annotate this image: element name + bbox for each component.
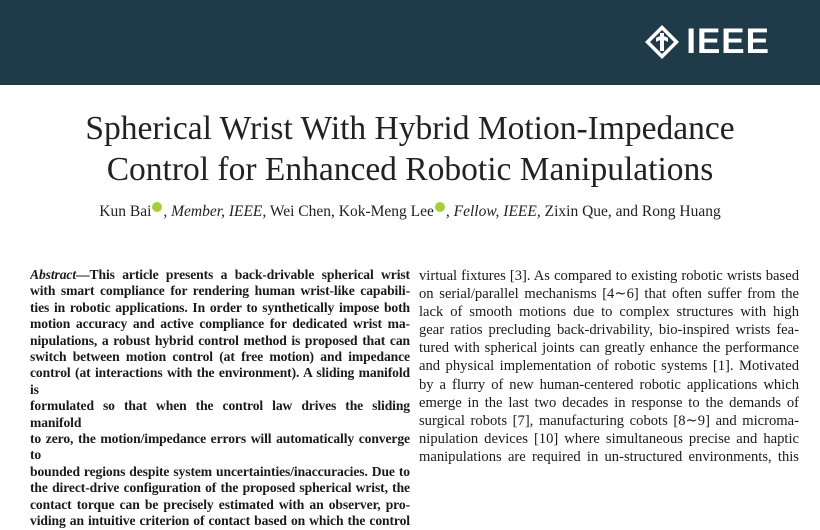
author-role: , Fellow, IEEE, bbox=[445, 203, 541, 220]
header-banner bbox=[0, 0, 820, 85]
author-name: Zixin Que, and Rong Huang bbox=[540, 203, 721, 220]
abstract-line: nipulations, a robust hybrid control method is proposed that can bbox=[30, 332, 410, 348]
body-line: nipulation devices [10] where simultaneous precise and haptic bbox=[419, 430, 799, 447]
abstract-line: contact torque can be precisely estimated with an observer, pro- bbox=[30, 496, 410, 512]
body-line: lack of smooth motions due to complex structures with high bbox=[419, 304, 799, 321]
abstract-line: switch between motion control (at free motion) and impedance bbox=[30, 349, 410, 365]
body-line: emerge in the last two decades in response to the demands of bbox=[419, 394, 799, 411]
body-line: and physical implementation of robotic systems [1]. Motivated bbox=[419, 358, 799, 375]
abstract-line: motion accuracy and active compliance for dedicated wrist ma- bbox=[30, 316, 410, 332]
title-line-2: Control for Enhanced Robotic Manipulations bbox=[106, 151, 714, 188]
abstract-line: viding an intuitive criterion of contact based on which the control bbox=[30, 513, 410, 529]
body-line: manipulations are required in un-structured environments, this bbox=[419, 448, 799, 465]
body-line: virtual fixtures [3]. As compared to existing robotic wrists based bbox=[419, 268, 799, 284]
orcid-icon[interactable] bbox=[435, 202, 445, 212]
abstract-label: Abstract bbox=[30, 267, 77, 282]
body-line: surgical robots [7], manufacturing cobots [8∼9] and microma- bbox=[419, 412, 799, 429]
abstract-line: control (at interactions with the environment). A sliding manifold is bbox=[30, 365, 410, 397]
body-line: by a flurry of new human-centered robotic applications which bbox=[419, 376, 799, 393]
body-line: on serial/parallel mechanisms [4∼6] that often suffer from the bbox=[419, 286, 799, 303]
abstract-line: formulated so that when the control law drives the sliding manifold bbox=[30, 398, 410, 430]
ieee-diamond-logo-icon bbox=[644, 24, 680, 60]
author-name: Kun Bai bbox=[99, 203, 152, 220]
abstract-line: Abstract—This article presents a back-drivable spherical wrist bbox=[30, 267, 410, 282]
abstract-line: to zero, the motion/impedance errors will automatically converge to bbox=[30, 431, 410, 463]
abstract-line: the direct-drive configuration of the proposed spherical wrist, the bbox=[30, 480, 410, 496]
body-line: tured with spherical joints can greatly enhance the performance bbox=[419, 340, 799, 357]
paper-title bbox=[0, 108, 820, 190]
abstract-column bbox=[30, 267, 410, 530]
body-column bbox=[419, 267, 799, 466]
logo-text: IEEE bbox=[686, 22, 770, 61]
abstract-line: bounded regions despite system uncertainties/inaccuracies. Due to bbox=[30, 463, 410, 479]
abstract-line: with smart compliance for rendering human wrist-like capabili- bbox=[30, 283, 410, 299]
ieee-logo bbox=[644, 22, 770, 62]
body-line: gear ratios precluding back-drivability, bio-inspired wrists fea- bbox=[419, 322, 799, 339]
abstract-line: ties in robotic applications. In order to synthetically impose both bbox=[30, 299, 410, 315]
title-line-1: Spherical Wrist With Hybrid Motion-Impedance bbox=[85, 110, 735, 147]
author-role: , Member, IEEE, bbox=[163, 203, 267, 220]
author-list bbox=[0, 202, 820, 222]
author-name: Wei Chen, Kok-Meng Lee bbox=[266, 203, 434, 220]
orcid-icon[interactable] bbox=[152, 202, 162, 212]
